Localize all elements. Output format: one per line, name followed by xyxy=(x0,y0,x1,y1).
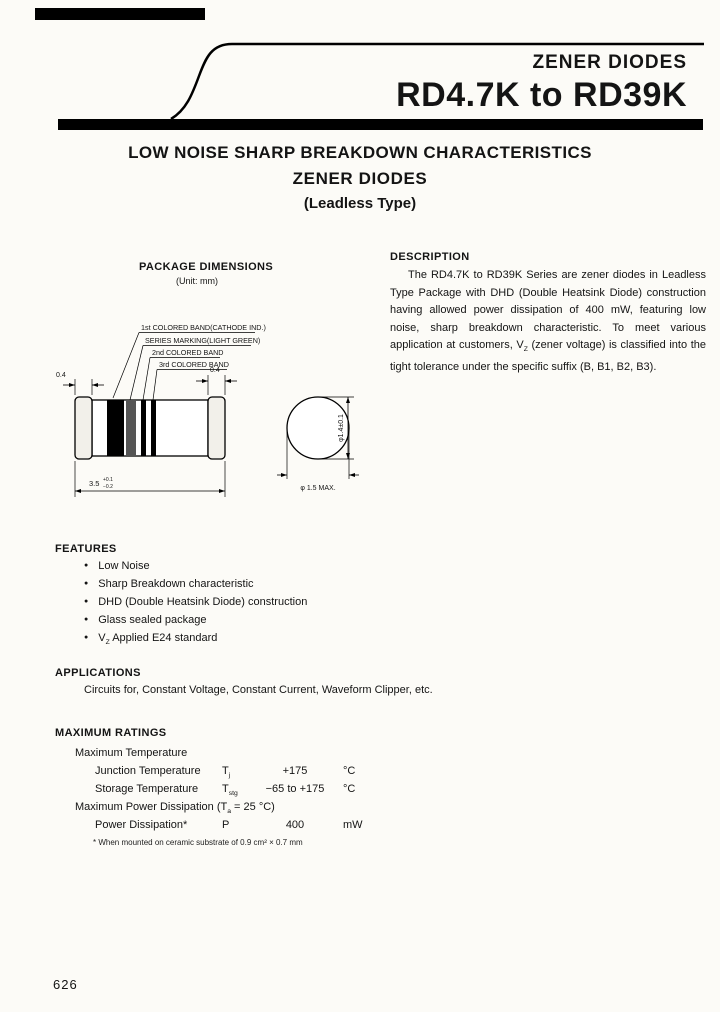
rating-label: Junction Temperature xyxy=(95,765,201,777)
rating-unit: mW xyxy=(343,819,363,831)
rating-label: Storage Temperature xyxy=(95,783,199,795)
package-dimensions-heading: PACKAGE DIMENSIONS xyxy=(139,261,274,273)
ratings-group-power-sub: a xyxy=(227,808,231,816)
cylinder-drawing xyxy=(75,397,225,459)
header-thick-bar xyxy=(58,119,703,130)
dim-cap-right xyxy=(196,367,237,395)
series-marking-label: SERIES MARKING(LIGHT GREEN) xyxy=(145,336,261,345)
ratings-group-power-post: = 25 °C) xyxy=(231,801,275,813)
package-drawing xyxy=(55,315,365,505)
dim-cap-left-value: 0.4 xyxy=(56,372,66,379)
feature-vz-sub: Z xyxy=(105,639,110,647)
dim-cap-right-value: 0.4 xyxy=(210,367,220,374)
feature-item xyxy=(84,560,307,578)
feature-item xyxy=(84,596,307,614)
description-body xyxy=(390,267,706,377)
description-text-2: (zener voltage) is classified into the tight tolerance under the specific suffix (B, B1, B2, B3). xyxy=(390,339,706,374)
band1-label: 1st COLORED BAND(CATHODE IND.) xyxy=(141,323,266,332)
bullet-icon: ● xyxy=(84,634,89,641)
description-heading: DESCRIPTION xyxy=(390,251,470,263)
ratings-footnote: * When mounted on ceramic substrate of 0.9 cm² × 0.7 mm xyxy=(93,838,303,847)
dim-length xyxy=(75,461,225,497)
subtitle-line3: (Leadless Type) xyxy=(303,195,417,212)
dim-max-diameter-value: φ 1.5 MAX. xyxy=(300,485,336,492)
rating-symbol xyxy=(222,765,230,779)
subtitle-block xyxy=(0,143,720,212)
rating-symbol-base: T xyxy=(222,783,229,795)
rating-symbol-base: T xyxy=(222,765,229,777)
unit-note: (Unit: mm) xyxy=(176,276,218,286)
dim-length-tol-minus: −0.2 xyxy=(103,484,113,490)
subtitle-line2: ZENER DIODES xyxy=(292,169,428,188)
feature-label: Low Noise xyxy=(98,560,150,572)
rating-value: −65 to +175 xyxy=(265,783,325,795)
dim-cap-left xyxy=(56,372,104,395)
applications-body: Circuits for, Constant Voltage, Constant Current, Waveform Clipper, etc. xyxy=(84,684,433,696)
rating-symbol: P xyxy=(222,819,230,831)
description-vz-sub: Z xyxy=(523,346,528,354)
feature-item xyxy=(84,578,307,596)
feature-label xyxy=(98,632,218,647)
maximum-ratings-heading: MAXIMUM RATINGS xyxy=(55,727,167,739)
subtitle-line1: LOW NOISE SHARP BREAKDOWN CHARACTERISTICS xyxy=(128,143,592,162)
rating-symbol-sub: j xyxy=(228,772,231,780)
rating-unit: °C xyxy=(343,783,356,795)
page-number: 626 xyxy=(53,977,78,992)
band2-label: 2nd COLORED BAND xyxy=(152,348,224,357)
category-title: ZENER DIODES xyxy=(532,52,687,73)
ratings-group-power xyxy=(75,801,275,815)
feature-label: Sharp Breakdown characteristic xyxy=(98,578,254,590)
feature-item xyxy=(84,614,307,632)
band3-label: 3rd COLORED BAND xyxy=(159,360,229,369)
rating-unit: °C xyxy=(343,765,356,777)
dim-length-tol-plus: +0.1 xyxy=(103,477,113,483)
feature-vz-rest: Applied E24 standard xyxy=(109,632,218,644)
bullet-icon: ● xyxy=(84,598,89,605)
features-list xyxy=(84,560,307,650)
dim-body-diameter-value: φ1.4±0.1 xyxy=(338,414,345,442)
band-callouts xyxy=(113,323,266,400)
rating-row-storage xyxy=(0,783,720,799)
rating-value: 400 xyxy=(285,819,305,831)
feature-item xyxy=(84,632,307,650)
bullet-icon: ● xyxy=(84,562,89,569)
features-heading: FEATURES xyxy=(55,543,117,555)
rating-label: Power Dissipation* xyxy=(95,819,188,831)
rating-symbol-sub: stg xyxy=(228,790,238,798)
rating-row-power xyxy=(0,819,720,835)
feature-vz-base: V xyxy=(98,632,106,644)
bullet-icon: ● xyxy=(84,616,89,623)
description-text-1: The RD4.7K to RD39K Series are zener diodes in Leadless Type Package with DHD (Double Heatsink Diode) construction having allowed power dissipation of 400 mW, featuring low noise, sharp breakdown characteristic. To meet various application at customers, V xyxy=(390,269,706,352)
applications-heading: APPLICATIONS xyxy=(55,667,141,679)
second-colored-band xyxy=(141,400,146,456)
bullet-icon: ● xyxy=(84,580,89,587)
rating-symbol xyxy=(222,783,238,797)
rating-row-junction xyxy=(0,765,720,781)
feature-label: Glass sealed package xyxy=(98,614,207,626)
first-colored-band xyxy=(107,400,124,456)
feature-label: DHD (Double Heatsink Diode) construction xyxy=(98,596,308,608)
ratings-group-power-pre: Maximum Power Dissipation (T xyxy=(75,801,228,813)
rating-value: +175 xyxy=(282,765,308,777)
dim-length-value: 3.5 xyxy=(89,479,100,488)
third-colored-band xyxy=(151,400,156,456)
series-marking-band xyxy=(126,400,136,456)
page-title: RD4.7K to RD39K xyxy=(396,76,687,114)
ratings-group-temperature: Maximum Temperature xyxy=(75,747,188,759)
